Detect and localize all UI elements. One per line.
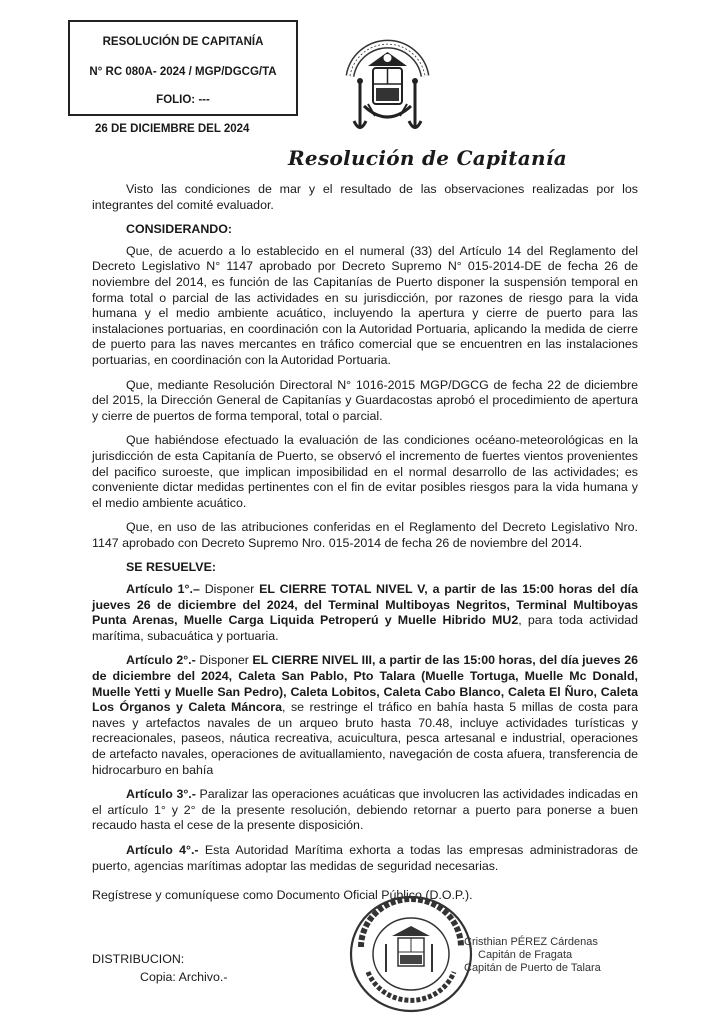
article-1-text-a: Disponer	[199, 582, 260, 597]
article-4-label: Artículo 4°.-	[126, 842, 199, 857]
article-1-text-b: , para toda actividad marítima, subacuática y portuaria.	[92, 613, 639, 643]
article-1	[92, 582, 638, 644]
distribution-label: DISTRIBUCION:	[92, 952, 185, 966]
paragraph-1: Que, de acuerdo a lo establecido en el numeral (33) del Artículo 14 del Reglamento del Decreto Legislativo N° 1147 aprobado por Decreto Supremo N° 015-2014-DE de fecha 26 de noviembre del 2014, es función de las Capitanías de Puerto disponer la suspensión temporal en forma total o parcial de las actividades en su jurisdicción, por razones de riesgo para la vida humana y el medio ambiente acuático, incluyendo la apertura y cierre de puerto para las instalaciones portuarias, en coordinación con la Autoridad Portuaria, aplicando la medida de cierre de puerto para las naves mercantes en tráfico comercial que se encuentren en las instalaciones portuarias, en coordinación con la Autoridad Portuaria.	[92, 243, 638, 367]
considerando-heading: CONSIDERANDO:	[126, 222, 233, 237]
paragraph-4: Que, en uso de las atribuciones conferidas en el Reglamento del Decreto Legislativo Nro. 1147 aprobado con Decreto Supremo Nro. 015-2014 de fecha 26 de noviembre del 2014.	[92, 520, 638, 550]
document-body	[92, 182, 638, 913]
article-1-label: Artículo 1°.–	[126, 582, 200, 597]
article-2-text-b: , se restringe el tráfico en bahía hasta 5 millas de costa para naves y artefactos navales de un arqueo bruto hasta 70.48, incluye actividades turísticas y recreacionales, paseos, náutica recreativa, acuicultura, pesca artesanal e industrial, operaciones de artefacto navales, operaciones de avituallamiento, navegación de costa afuera, transferencia de hidrocarburo en bahía	[92, 700, 638, 777]
resolution-header-box	[68, 20, 298, 116]
article-3-text: Paralizar las operaciones acuáticas que involucren las actividades indicadas en el artículo 1° y 2° de la presente resolución, debiendo retornar a puerto para ponerse a buen recaudo hasta el cese de la presente disposición.	[92, 787, 638, 833]
header-title: RESOLUCIÓN DE CAPITANÍA	[102, 36, 264, 48]
article-3-label: Artículo 3°.-	[126, 787, 196, 802]
article-2	[92, 653, 638, 778]
intro-paragraph: Visto las condiciones de mar y el resultado de las observaciones realizadas por los integrantes del comité evaluador.	[92, 182, 638, 212]
article-2-label: Artículo 2°.-	[126, 653, 196, 668]
signer-rank: Capitán de Fragata	[478, 949, 573, 961]
official-stamp-seal	[346, 892, 476, 1016]
document-title: Resolución de Capitanía	[288, 146, 568, 170]
article-4-text: Esta Autoridad Marítima exhorta a todas las empresas administradoras de puerto, agencias marítimas adoptar las medidas de seguridad necesarias.	[92, 842, 638, 873]
article-2-bold: EL CIERRE NIVEL III, a partir de las 15:00 horas, del día jueves 26 de diciembre del 2024, Caleta San Pablo, Pto Talara (Muelle Tortuga, Muelle Mc Donald, Muelle Yetti y Muelle San Pedro), Caleta Lobitos, Caleta Cabo Blanco, Caleta El Ñuro, Caleta Los Órganos y Caleta Máncora	[92, 653, 638, 715]
article-4	[92, 843, 638, 874]
paragraph-2: Que, mediante Resolución Directoral N° 1016-2015 MGP/DGCG de fecha 22 de diciembre del 2015, la Dirección General de Capitanías y Guardacostas aprobó el procedimiento de apertura y cierre de puertos de forma temporal, total o parcial.	[92, 377, 638, 423]
navy-emblem-logo	[340, 36, 435, 144]
closing-line: Regístrese y comuníquese como Documento Oficial Público (D.O.P.).	[92, 888, 473, 903]
signer-role: Capitán de Puerto de Talara	[464, 962, 601, 974]
signature-block	[464, 936, 601, 975]
article-3	[92, 787, 638, 834]
distribution-copy: Copia: Archivo.-	[140, 970, 228, 984]
resuelve-heading: SE RESUELVE:	[126, 560, 216, 575]
article-1-bold: EL CIERRE TOTAL NIVEL V, a partir de las 15:00 horas del día jueves 26 de diciembre del 2024, del Terminal Multiboyas Negritos, Terminal Multiboyas Punta Arenas, Muelle Carga Liquida Petroperú y Muelle Hibrido MU2	[92, 582, 638, 628]
paragraph-3: Que habiéndose efectuado la evaluación de las condiciones océano-meteorológicas en la jurisdicción de esta Capitanía de Puerto, se observó el incremento de fuertes vientos provenientes del pacifico suroeste, que implican imposibilidad en el normal desarrollo de las actividades; es conveniente dictar medidas pertinentes con el fin de evitar posibles riesgos para la vida humana y el medio ambiente acuático.	[92, 433, 638, 510]
article-2-text-a: Disponer	[195, 653, 253, 668]
resolution-number: N° RC 080A- 2024 / MGP/DGCG/TA	[89, 66, 277, 78]
signer-name: Cristhian PÉREZ Cárdenas	[464, 936, 598, 948]
distribution-block	[92, 950, 227, 986]
document-date: 26 DE DICIEMBRE DEL 2024	[95, 123, 250, 135]
folio: FOLIO: ---	[156, 94, 210, 106]
